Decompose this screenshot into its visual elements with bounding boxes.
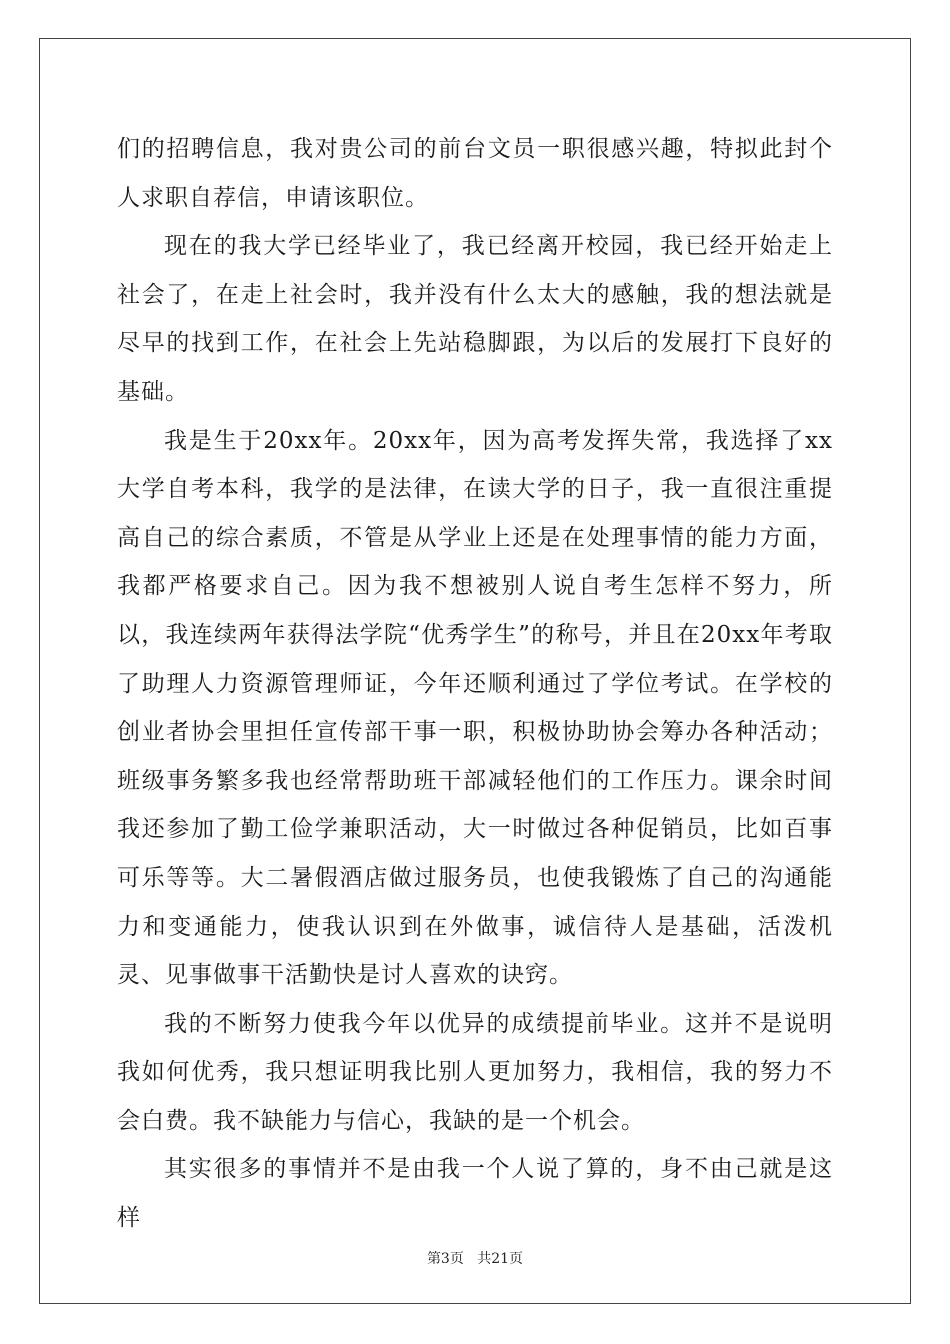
paragraph-5: 其实很多的事情并不是由我一个人说了算的，身不由己就是这样 [117, 1156, 833, 1232]
paragraph-3: 我是生于20xx年。20xx年，因为高考发挥失常，我选择了xx大学自考本科，我学的是法律，在读大学的日子，我一直很注重提高自己的综合素质，不管是从学业上还是在处理事情的能力方面，我都严格要求自己。因为我不想被别人说自考生怎样不努力，所以，我连续两年获得法学院“优秀学生”的称号，并且在20xx年考取了助理人力资源管理师证，今年还顺利通过了学位考试。在学校的创业者协会里担任宣传部干事一职，积极协助协会筹办各种活动；班级事务繁多我也经常帮助班干部减轻他们的工作压力。课余时间我还参加了勤工俭学兼职活动，大一时做过各种促销员，比如百事可乐等等。大二暑假酒店做过服务员，也使我锻炼了自己的沟通能力和变通能力，使我认识到在外做事，诚信待人是基础，活泼机灵、见事做事干活勤快是讨人喜欢的诀窍。 [117, 427, 833, 989]
page-footer [0, 1248, 950, 1268]
paragraph-1: 们的招聘信息，我对贵公司的前台文员一职很感兴趣，特拟此封个人求职自荐信，申请该职位。 [117, 136, 833, 211]
document-body [117, 125, 833, 1243]
page-total: 共21页 [477, 1251, 524, 1267]
footer-spacer [464, 1251, 477, 1267]
paragraph-2: 现在的我大学已经毕业了，我已经离开校园，我已经开始走上社会了，在走上社会时，我并没有什么太大的感触，我的想法就是尽早的找到工作，在社会上先站稳脚跟，为以后的发展打下良好的基础。 [117, 233, 833, 405]
page-number: 第3页 [426, 1251, 464, 1267]
paragraph-4: 我的不断努力使我今年以优异的成绩提前毕业。这并不是说明我如何优秀，我只想证明我比别人更加努力，我相信，我的努力不会白费。我不缺能力与信心，我缺的是一个机会。 [117, 1010, 833, 1134]
